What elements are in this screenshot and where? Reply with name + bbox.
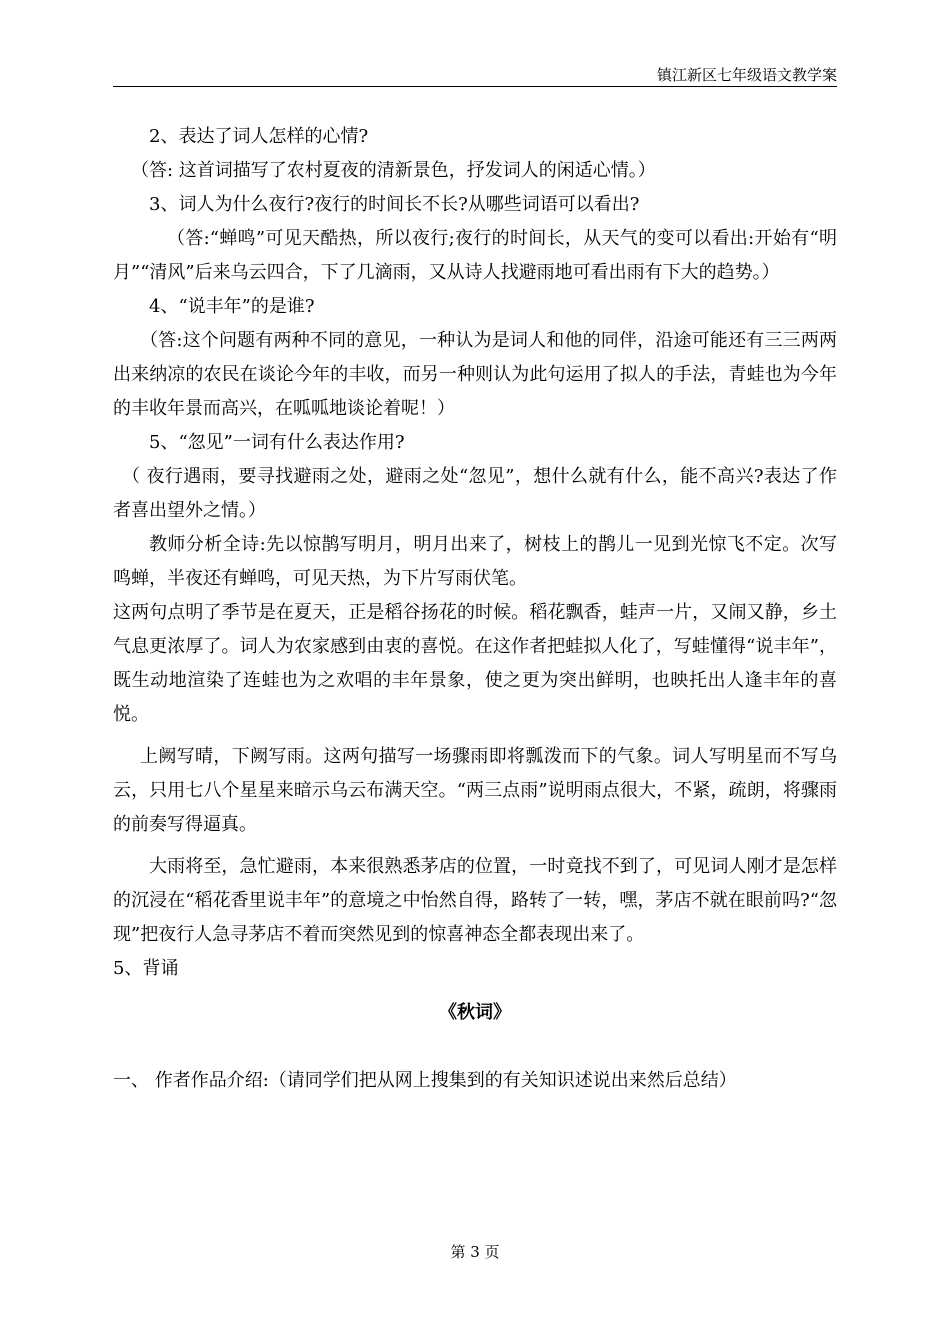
page-number: 第 3 页: [450, 1243, 500, 1261]
question-4: 4、“说丰年”的是谁?: [149, 296, 315, 317]
page-header: [113, 66, 837, 87]
question-3: 3、词人为什么夜行?夜行的时间长不长?从哪些词语可以看出?: [149, 194, 640, 215]
section-heading-1: 一、 作者作品介绍:（请同学们把从网上搜集到的有关知识述说出来然后总结）: [113, 1070, 737, 1091]
answer-5: （ 夜行遇雨，要寻找避雨之处，避雨之处“忽见”，想什么就有什么，能不高兴?表达了作者喜出望外之情。）: [113, 466, 837, 521]
answer-2: （答: 这首词描写了农村夏夜的清新景色，抒发词人的闲适心情。）: [131, 160, 656, 181]
answer-4: （答:这个问题有两种不同的意见，一种认为是词人和他的同伴，沿途可能还有三三两两出来纳凉的农民在谈论今年的丰收，而另一种则认为此句运用了拟人的手法，青蛙也为今年的丰收年景而高兴，在呱呱地谈论着呢！）: [113, 330, 837, 419]
document-body: [113, 120, 837, 1098]
page-footer: [0, 1243, 950, 1261]
analysis-paragraph-3: 上阙写晴，下阙写雨。这两句描写一场骤雨即将瓢泼而下的气象。词人写明星而不写乌云，只用七八个星星来暗示乌云布满天空。“两三点雨”说明雨点很大，不紧，疏朗，将骤雨的前奏写得逼真。: [113, 746, 837, 835]
recite-item: 5、背诵: [113, 958, 179, 979]
analysis-paragraph-1: 教师分析全诗:先以惊鹊写明月，明月出来了，树枝上的鹊儿一见到光惊飞不定。次写鸣蝉，半夜还有蝉鸣，可见天热，为下片写雨伏笔。: [113, 534, 837, 589]
analysis-paragraph-2: 这两句点明了季节是在夏天，正是稻谷扬花的时候。稻花飘香，蛙声一片，又闹又静，乡土气息更浓厚了。词人为农家感到由衷的喜悦。在这作者把蛙拟人化了，写蛙懂得“说丰年”，既生动地渲染了连蛙也为之欢唱的丰年景象，使之更为突出鲜明，也映托出人逢丰年的喜悦。: [113, 602, 837, 725]
question-2: 2、表达了词人怎样的心情?: [149, 126, 369, 147]
analysis-paragraph-4: 大雨将至，急忙避雨，本来很熟悉茅店的位置，一时竟找不到了，可见词人刚才是怎样的沉浸在“稻花香里说丰年”的意境之中怡然自得，路转了一转，嘿，茅店不就在眼前吗?“忽现”把夜行人急寻茅店不着而突然见到的惊喜神态全都表现出来了。: [113, 856, 837, 945]
answer-3: （答:“蝉鸣”可见天酷热，所以夜行;夜行的时间长，从天气的变可以看出:开始有“明月”“清风”后来乌云四合，下了几滴雨，又从诗人找避雨地可看出雨有下大的趋势。）: [113, 228, 837, 283]
poem-title: 《秋词》: [439, 1002, 511, 1023]
header-title: 镇江新区七年级语文教学案: [656, 66, 837, 84]
question-5: 5、“忽见”一词有什么表达作用?: [149, 432, 405, 453]
